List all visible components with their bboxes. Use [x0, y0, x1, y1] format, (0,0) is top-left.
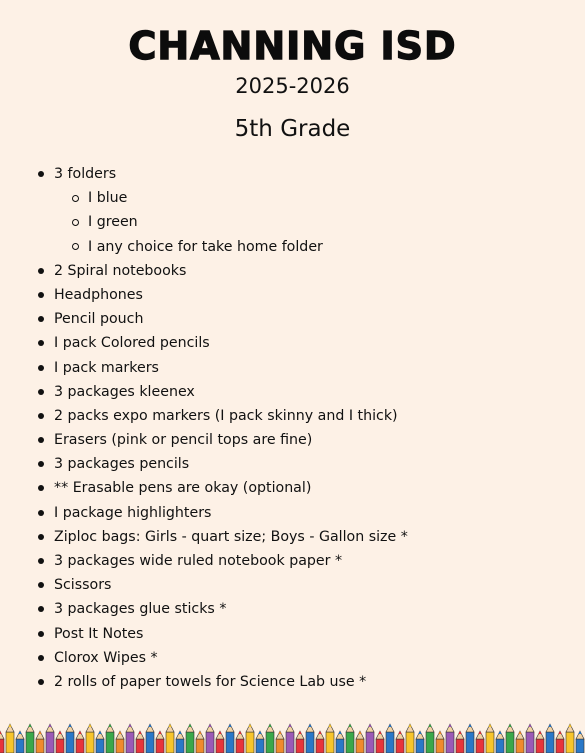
sub-list-item: I any choice for take home folder: [0, 235, 585, 259]
list-item: 3 packages kleenex: [0, 380, 585, 404]
grade-level: 5th Grade: [234, 116, 351, 142]
list-item: 3 folders: [0, 162, 585, 186]
list-item: I package highlighters: [0, 501, 585, 525]
list-item: Erasers (pink or pencil tops are fine): [0, 428, 585, 452]
sub-list-item: I blue: [0, 186, 585, 210]
list-item: 2 rolls of paper towels for Science Lab use *: [0, 670, 585, 694]
list-item: 2 packs expo markers (I pack skinny and I thick): [0, 404, 585, 428]
list-item: 3 packages wide ruled notebook paper *: [0, 549, 585, 573]
list-item: I pack Colored pencils: [0, 331, 585, 355]
list-item: 3 packages glue sticks *: [0, 597, 585, 621]
page-title: CHANNING ISD: [128, 24, 457, 68]
list-item: Post It Notes: [0, 622, 585, 646]
list-item: Headphones: [0, 283, 585, 307]
list-item: Ziploc bags: Girls - quart size; Boys - Gallon size *: [0, 525, 585, 549]
list-item: ** Erasable pens are okay (optional): [0, 476, 585, 500]
supply-list: [0, 162, 585, 694]
sub-list-item: I green: [0, 210, 585, 234]
list-item: 2 Spiral notebooks: [0, 259, 585, 283]
list-item: Clorox Wipes *: [0, 646, 585, 670]
list-item: Pencil pouch: [0, 307, 585, 331]
school-year: 2025-2026: [235, 74, 350, 98]
list-item: 3 packages pencils: [0, 452, 585, 476]
list-item: I pack markers: [0, 356, 585, 380]
list-item: Scissors: [0, 573, 585, 597]
pencils-border-icon: [0, 711, 585, 753]
